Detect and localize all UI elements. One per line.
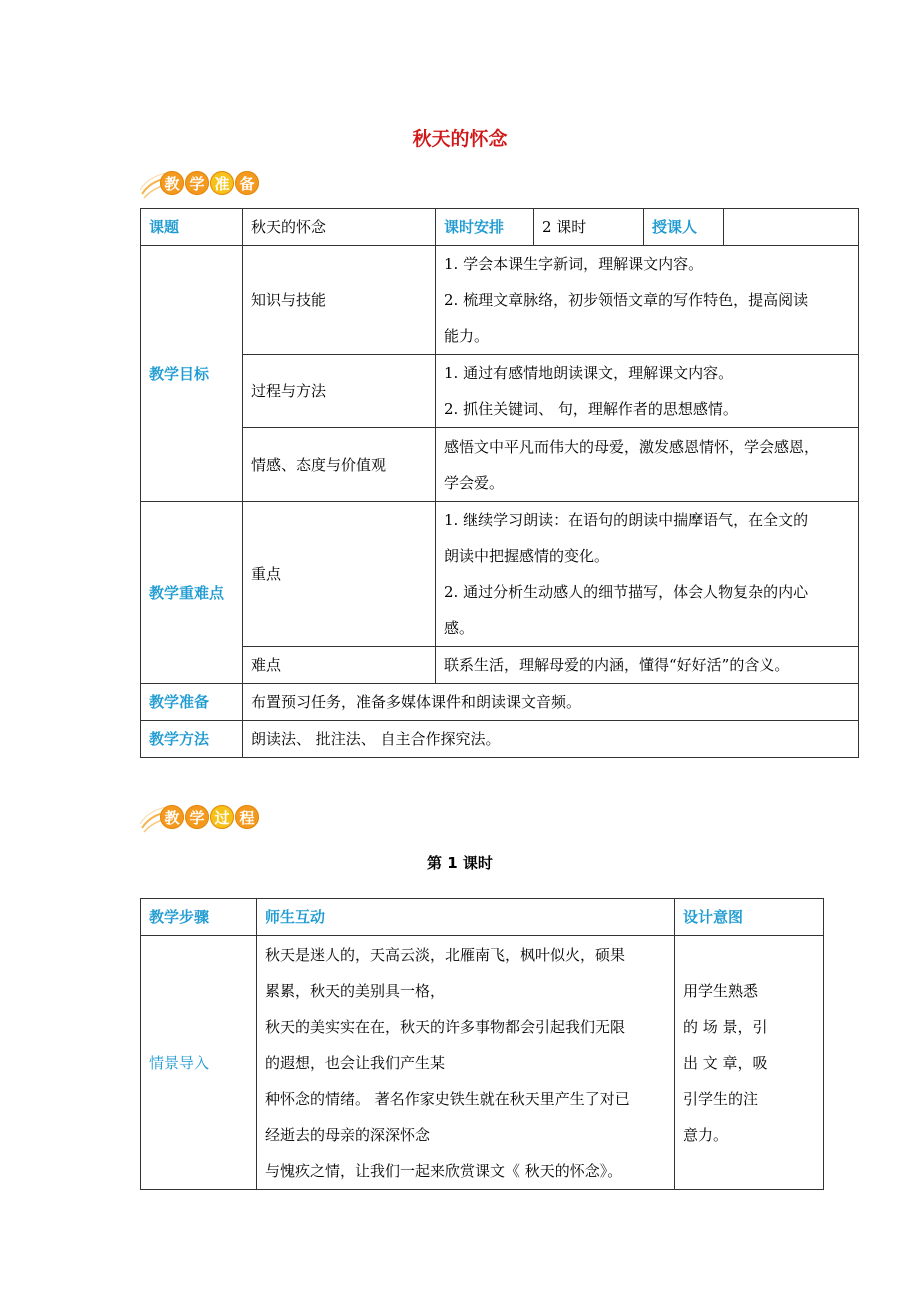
- badge-char: 学: [185, 805, 209, 829]
- goal-content: [436, 428, 859, 502]
- interaction-line: 秋天的美实实在在，秋天的许多事物都会引起我们无限: [265, 1017, 626, 1036]
- key-point-line: 感。: [444, 619, 475, 637]
- key-point-line: 2. 通过分析生动感人的细节描写，体会人物复杂的内心: [444, 583, 809, 601]
- badge-char: 备: [235, 171, 259, 195]
- interaction-line: 经逝去的母亲的深深怀念: [265, 1125, 431, 1144]
- goal-content: [436, 355, 859, 428]
- intent-line: 用学生熟悉: [683, 981, 759, 1000]
- teacher-label: 授课人: [644, 209, 724, 246]
- goal-line: 能力。: [444, 327, 490, 345]
- interaction-line: 种怀念的情绪。 著名作家史铁生就在秋天里产生了对已: [265, 1089, 630, 1108]
- interaction-line: 与愧疚之情，让我们一起来欣赏课文《 秋天的怀念》。: [265, 1161, 623, 1180]
- badge-char: 程: [235, 805, 259, 829]
- key-point-content: [436, 502, 859, 647]
- goal-line: 1. 学会本课生字新词，理解课文内容。: [444, 255, 704, 273]
- header-step: 教学步骤: [141, 899, 257, 936]
- interaction-content: [257, 936, 675, 1190]
- badge-char: 过: [210, 805, 234, 829]
- key-point-line: 朗读中把握感情的变化。: [444, 547, 610, 565]
- method-label: 教学方法: [141, 721, 243, 758]
- prep-table: [140, 208, 859, 758]
- badge-char: 教: [160, 171, 184, 195]
- intent-line: 引学生的注: [683, 1089, 759, 1108]
- goal-name: 情感、态度与价值观: [243, 428, 436, 502]
- process-table: [140, 898, 824, 1190]
- goals-label: 教学目标: [141, 246, 243, 502]
- goal-content: [436, 246, 859, 355]
- badge-char: 准: [210, 171, 234, 195]
- key-point-name: 难点: [243, 647, 436, 684]
- goal-name: 过程与方法: [243, 355, 436, 428]
- key-point-line: 1. 继续学习朗读：在语句的朗读中揣摩语气，在全文的: [444, 511, 809, 529]
- intent-line: 的 场 景，引: [683, 1017, 768, 1036]
- goal-line: 2. 抓住关键词、 句，理解作者的思想感情。: [444, 400, 738, 418]
- preparation-label: 教学准备: [141, 684, 243, 721]
- header-intent: 设计意图: [675, 899, 824, 936]
- goal-line: 感悟文中平凡而伟大的母爱，激发感恩情怀，学会感恩，: [444, 437, 820, 456]
- intent-content: [675, 936, 824, 1190]
- goal-line: 2. 梳理文章脉络，初步领悟文章的写作特色，提高阅读: [444, 291, 809, 309]
- interaction-line: 的遐想，也会让我们产生某: [265, 1053, 446, 1072]
- preparation-value: 布置预习任务，准备多媒体课件和朗读课文音频。: [243, 684, 859, 721]
- badge-char: 教: [160, 805, 184, 829]
- interaction-line: 秋天是迷人的，天高云淡，北雁南飞，枫叶似火，硕果: [265, 945, 626, 964]
- key-point-content: [436, 647, 859, 684]
- goal-name: 知识与技能: [243, 246, 436, 355]
- key-points-label: 教学重难点: [141, 502, 243, 684]
- badge-char: 学: [185, 171, 209, 195]
- key-point-name: 重点: [243, 502, 436, 647]
- interaction-line: 累累，秋天的美别具一格，: [265, 981, 446, 1000]
- goal-line: 学会爱。: [444, 473, 505, 492]
- document-title: 秋天的怀念: [412, 128, 508, 150]
- goal-line: 1. 通过有感情地朗读课文，理解课文内容。: [444, 364, 734, 382]
- step-label: 情景导入: [141, 936, 257, 1190]
- lesson-heading: 第 1 课时: [427, 854, 493, 872]
- intent-line: 意力。: [683, 1125, 729, 1144]
- key-point-line: 联系生活，理解母爱的内涵，懂得“好好活”的含义。: [444, 656, 790, 674]
- intent-line: 出 文 章，吸: [683, 1053, 768, 1072]
- schedule-value: 2 课时: [534, 209, 644, 246]
- method-value: 朗读法、 批注法、 自主合作探究法。: [243, 721, 859, 758]
- section-badge-prep: [140, 168, 280, 204]
- section-badge-process: [140, 802, 280, 838]
- teacher-value: [724, 209, 859, 246]
- header-interaction: 师生互动: [257, 899, 675, 936]
- topic-label: 课题: [141, 209, 243, 246]
- schedule-label: 课时安排: [436, 209, 534, 246]
- topic-value: 秋天的怀念: [243, 209, 436, 246]
